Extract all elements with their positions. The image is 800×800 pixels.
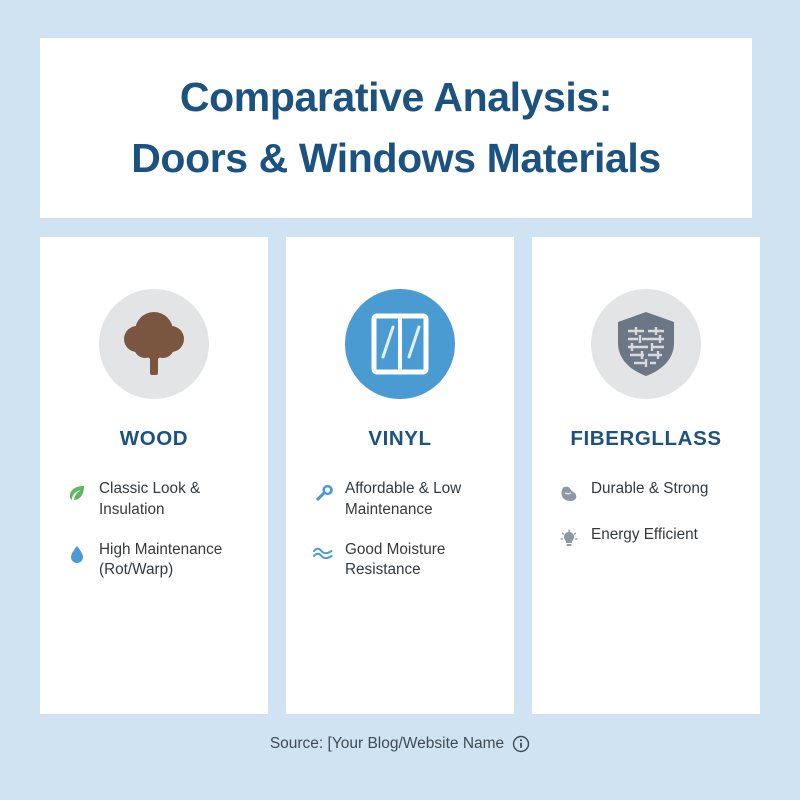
tree-icon [121, 309, 187, 379]
material-card-wood[interactable] [40, 237, 268, 714]
feature-list-vinyl [286, 479, 514, 581]
feature-item [556, 479, 748, 506]
feature-text: Energy Efficient [591, 526, 698, 543]
title-card [40, 38, 752, 218]
page-title-line-2: Doors & Windows Materials [131, 135, 661, 181]
feature-text: Good Moisture Resistance [345, 540, 446, 579]
shield-icon [614, 309, 678, 379]
feature-text: Durable & Strong [591, 480, 709, 497]
material-card-vinyl[interactable] [286, 237, 514, 714]
feature-item [556, 525, 748, 552]
material-title-vinyl: VINYL [368, 427, 432, 450]
feature-text: Affordable & Low Maintenance [345, 480, 462, 518]
source-label: Source: [Your Blog/Website Name [269, 735, 505, 752]
water-drop-icon [64, 541, 90, 567]
wrench-icon [310, 480, 336, 506]
muscle-icon [556, 480, 582, 506]
material-title-wood: WOOD [119, 427, 189, 450]
feature-item [64, 540, 256, 582]
lightbulb-icon [556, 526, 582, 552]
page-title-line-1: Comparative Analysis: [179, 74, 613, 121]
window-icon [371, 313, 429, 375]
feature-item [64, 479, 256, 521]
info-icon[interactable] [512, 735, 530, 753]
footer [0, 735, 800, 753]
fiberglass-icon-circle [591, 289, 701, 399]
vinyl-icon-circle [345, 289, 455, 399]
wood-icon-circle [99, 289, 209, 399]
feature-item [310, 479, 502, 521]
feature-item [310, 540, 502, 582]
leaf-icon [64, 480, 90, 506]
waves-icon [310, 541, 336, 567]
feature-list-fiberglass [532, 479, 760, 552]
feature-text: Classic Look & Insulation [99, 480, 201, 518]
material-card-fiberglass[interactable] [532, 237, 760, 714]
feature-list-wood [40, 479, 268, 581]
material-title-fiberglass: FIBERGLLASS [570, 427, 722, 450]
feature-text: High Maintenance (Rot/Warp) [99, 540, 223, 579]
comparison-columns [40, 237, 760, 714]
